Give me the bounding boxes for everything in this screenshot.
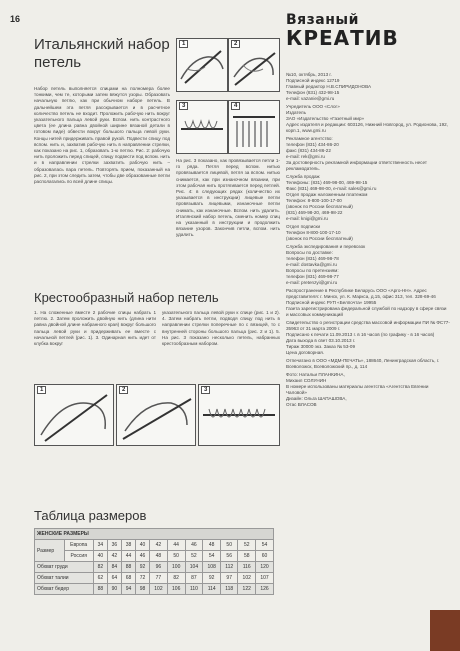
page-number: 16 [10,14,21,24]
figure-label: 4 [231,102,240,110]
knitting-hands-illustration [117,385,195,445]
imprint-line: e-mail: dostavka@gmi.ru [286,262,337,267]
table-cell: 94 [121,584,135,595]
imprint-line: Михаил СОЛУНИН [286,378,327,383]
table-cell: 106 [167,584,185,595]
table-cell: 68 [121,573,135,584]
imprint-line: Дата выхода в свет 03.10.2013 г. [286,338,356,343]
table-cell: 90 [107,584,121,595]
imprint-line: Отдел подписки [286,224,321,229]
table-cell: 64 [107,573,121,584]
table-cell: 44 [167,540,185,551]
imprint-line: Телефон (831) 432-98-15 [286,90,340,95]
table-cell: 48 [150,551,168,562]
table-row [35,562,274,573]
table-cell: 72 [136,573,150,584]
table-cell: 42 [150,540,168,551]
table-cell: 96 [150,562,168,573]
figure-2 [228,38,280,92]
table-cell: 88 [93,584,107,595]
imprint-line: Свидетельство о регистрации средства массовой информации ПИ № ФС77-35963 от 31 марта 2009 г. [286,320,450,331]
decorative-edge [430,610,460,651]
imprint-line: Телефон: 8-800-100-17-00 [286,198,342,203]
table-cell: 104 [185,562,203,573]
table-cell: 77 [150,573,168,584]
imprint-line: Газета зарегистрирована федеральной службой по надзору в сфере связи и массовых коммуникаций [286,306,447,317]
table-row [35,540,274,551]
table-cell: 40 [136,540,150,551]
table-cell: 54 [203,551,221,562]
table-cell: Обхват груди [35,562,94,573]
table-cell: 98 [136,584,150,595]
figure-cross-3 [198,384,280,446]
table-cell: 58 [238,551,256,562]
table-cell: 116 [238,562,256,573]
table-cell: 112 [221,562,238,573]
table-cell: 110 [185,584,203,595]
figure-3 [176,100,228,154]
magazine-logo: Вязаный КРЕАТИВ [286,12,399,50]
table-cell: 38 [121,540,135,551]
figure-cross-1 [34,384,114,446]
table-cell: 126 [256,584,274,595]
table-cell: 44 [121,551,135,562]
figure-cross-2 [116,384,196,446]
imprint-line: телефон (831) 469-98-77 [286,274,339,279]
table-cell: 88 [121,562,135,573]
cross-text-col1: 1. На сложенные вместе 2 рабочие спицы набрать 1 петлю. 2. Затем проложить двойную нить (длина нити равна двойной длине набранного края) вокруг большого пальца левой руки и придерживать ее вместе с начальной петлей (рис. 1). 3. Одинарная нить идет от клубка вокруг [34,310,156,347]
imprint-line: (звонок по России бесплатный) [286,236,353,241]
imprint-line: Распространение в Республике Беларусь ООО «Арго-НН». Адрес представителя: г. Минск, ул. К. Маркса, д.15, офис 313, тел. 328-69-46 [286,288,436,299]
imprint-line: Отпечатано в ООО «МДМ-ПЕЧАТЬ», 188640, Ленинградская область, г. Всеволожск, Всеволожский пр., д. 114 [286,358,440,369]
table-cell: 92 [136,562,150,573]
imprint-line: e-mail: pretenzyi@gmi.ru [286,280,338,285]
table-cell: 50 [221,540,238,551]
table-row [35,584,274,595]
section-title-cross: Крестообразный набор петель [34,290,219,305]
table-cell: Обхват бедер [35,584,94,595]
imprint-line: Главный редактор Н.В.СПИРИДОНОВА [286,84,372,89]
imprint-line: Тираж 30000 экз. Заказ № 53-09 [286,344,356,349]
figure-label: 3 [179,102,188,110]
imprint-line: Издатель [286,110,306,115]
size-table-header: ЖЕНСКИЕ РАЗМЕРЫ [35,529,274,540]
figure-label: 1 [37,386,46,394]
size-table-title: Таблица размеров [34,508,147,523]
imprint-column [286,72,450,408]
table-cell: 114 [203,584,221,595]
imprint-line: Рекламное агентство: [286,136,333,141]
table-cell: 84 [107,562,121,573]
table-cell: 87 [185,573,203,584]
table-cell: 82 [93,562,107,573]
table-cell: 46 [185,540,203,551]
italian-text-col2: На рис. 3 показано, как провязывается петли 1-го ряда. Петля перед вспом. нитью провязывается лицевой, петля за вспом. нитью снимается, как при изнаночном вязании, при этом рабочая нить протягивается перед петлей. Рис. 4: в следующих рядах (количество их указывается в инструкции) лицевые петли провязывать лицевыми, изнаночные петли снимать, как изнаночные. Вспом. нить удалить. Италянский набор петель, сменить номер спиц на указанный в инструкции и продолжить вязание узоров. Закончив петли, вспом. нить удалить. [176,158,280,238]
table-cell: 108 [203,562,221,573]
cross-text-col2: указательного пальца левой руки к спице (рис. 1 и 2). 4. Затем набрать петли, подводя спицу под нить в направлении стрелки поперечные по с вязицей, то с внутренней стороны большого пальца (рис. 2 и 1). 5. На рис. 3 показано несколько петель, набранных крестообразным набором. [162,310,280,347]
table-cell: 100 [167,562,185,573]
imprint-line: Телефоны: (831) 469-98-00, 469-98-15 [286,180,368,185]
italian-text-col1: Набор петель выполняется спицами на полномера более тонкими, чем те, которыми затем вяжутся узоры. Образовать начальную петлю, как при обычном наборе петель. В дальнейшем эта петля расскрывается и в расчетное количество петель не входит. Проложить рабочую нить вокруг указательного пальца левой руки. Вспом. нить контрастного цвета (ее длина равна двойной ширине вязаной детали в готовом виде) обвести вокруг большого пальца левой руки. Концы нитей придерживать правой рукой. Подвести спицу под вспом. нить и, захватив рабочую нить в направлении стрелки, как показано на рис. 1, образовать 1-ю петлю. Рис. 2: рабочую нить проложить перед спицей, спицу подвести под вспом. нить и в направлении стрелки захватить рабочую нить – образовалась пара петель. Повторять прием, показанный на рис. 2, при этом следить затем, чтобы две образованные петли располагались по всей длине спицы. [34,86,170,185]
imprint-line: e-mail: knigi@gmi.ru [286,216,328,221]
table-cell: 56 [221,551,238,562]
imprint-line: За достоверность рекламной информации ответственность несет рекламодатель. [286,160,427,171]
table-cell: 34 [93,540,107,551]
imprint-line: Вопросы по доставке: [286,250,333,255]
imprint-line: Служба продаж [286,174,320,179]
imprint-line: Служба экспедирования и перевозок [286,244,366,249]
table-cell: Европа [64,540,93,551]
table-cell: 122 [238,584,256,595]
table-cell: 52 [185,551,203,562]
table-cell: 50 [167,551,185,562]
figure-4 [228,100,280,154]
size-table [34,528,274,595]
imprint-line: факс (831) 434-86-22 [286,148,331,153]
table-cell: 52 [238,540,256,551]
table-cell: 107 [256,573,274,584]
table-row [35,551,274,562]
section-title-italian: Итальянский набор петель [34,36,170,71]
imprint-line: №10, октябрь, 2013 г. [286,72,332,77]
imprint-line: Факс (831) 469-98-00, e-mail: sales@gmi.ru [286,186,377,191]
imprint-line: Фото: Натальи ПЛАНКИНА, [286,372,345,377]
table-cell: 120 [256,562,274,573]
imprint-line: Отдел продаж наложенным платежом [286,192,368,197]
table-cell: 60 [256,551,274,562]
table-cell: Размер [35,540,65,562]
figure-label: 1 [179,40,188,48]
imprint-line: (звонок по России бесплатный) [286,204,353,209]
figure-label: 3 [201,386,210,394]
imprint-line: Подписной индекс 12719 [286,78,340,83]
imprint-line: Учредитель ООО «Слог» [286,104,340,109]
imprint-line: Цена договорная. [286,350,325,355]
imprint-line: ЗАО «Издательство «Газетный мир» [286,116,365,121]
imprint-line: Отас ВЛАСОВ [286,402,317,407]
table-cell: 92 [203,573,221,584]
imprint-line: Подписано к печати 11.09.2013 г. в 16 часов (по графику - в 16 часов) [286,332,435,337]
imprint-line: Подписной индекс РУП «Белпочта» 19955 [286,300,377,305]
table-cell: 102 [150,584,168,595]
table-cell: 54 [256,540,274,551]
table-cell: 40 [93,551,107,562]
table-cell: 36 [107,540,121,551]
table-cell: 118 [221,584,238,595]
figure-1 [176,38,228,92]
imprint-line: телефон (831) 434-86-20 [286,142,339,147]
table-cell: 102 [238,573,256,584]
imprint-line: Телефон 8-800-100-17-10 [286,230,341,235]
table-row [35,573,274,584]
table-cell: 46 [136,551,150,562]
figure-label: 2 [119,386,128,394]
table-cell: 97 [221,573,238,584]
knitting-stitches-illustration [199,385,279,445]
table-cell: 48 [203,540,221,551]
imprint-line: Вопросы по претензиям: [286,268,339,273]
imprint-line: Дизайн: Ольга ШАПАШОВА, [286,396,347,401]
imprint-line: (831) 469-98-20, 469-98-22 [286,210,343,215]
imprint-line: В номере использованы материалы агентства «Агентства Евгении Чаловой» [286,384,429,395]
knitting-hands-illustration [35,385,113,445]
table-cell: 62 [93,573,107,584]
table-cell: Обхват талии [35,573,94,584]
imprint-line: e-mail: rek@gmi.ru [286,154,325,159]
imprint-line: e-mail: vazanie@gmi.ru [286,96,335,101]
imprint-line: Адрес издателя и редакции: 603126, Нижний Новгород, ул. Родионова, 192, корп.1, www.gmi.ru [286,122,448,133]
figure-label: 2 [231,40,240,48]
imprint-line: телефон (831) 469-98-78 [286,256,339,261]
table-cell: 42 [107,551,121,562]
table-cell: 82 [167,573,185,584]
table-cell: Россия [64,551,93,562]
